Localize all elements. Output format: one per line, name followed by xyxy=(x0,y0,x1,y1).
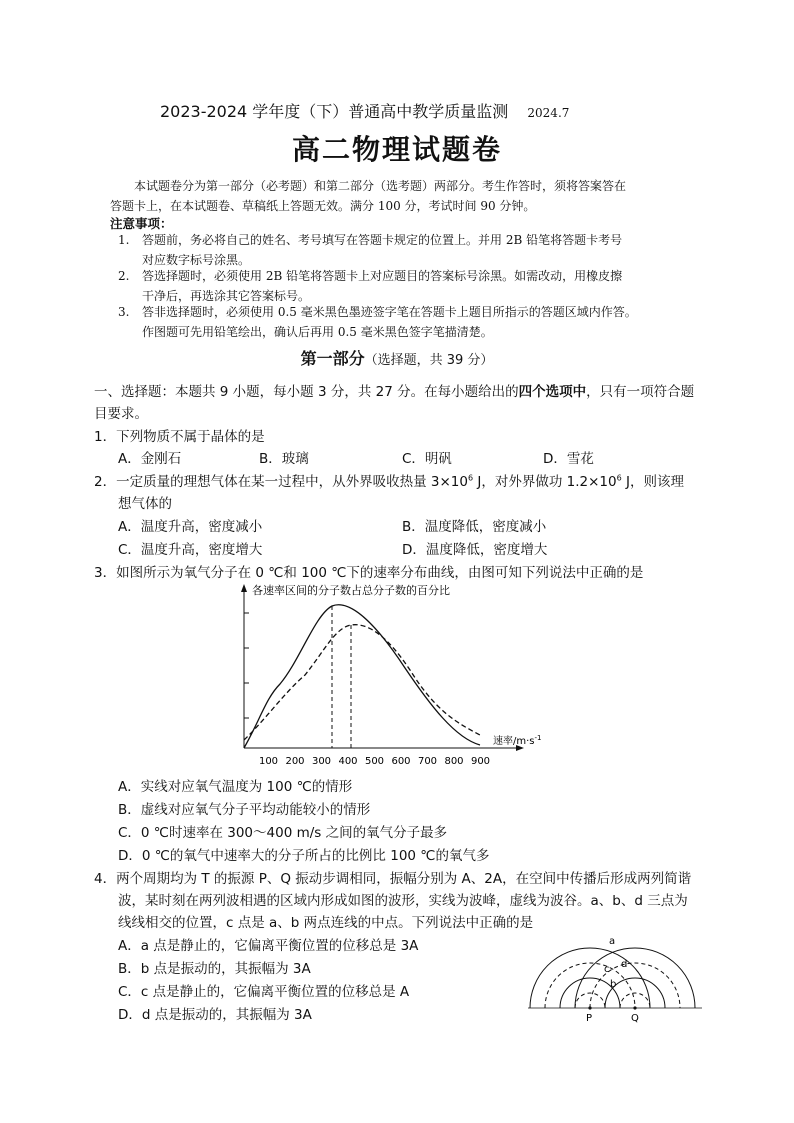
part1-subtitle: （选择题，共 39 分） xyxy=(364,353,494,368)
label-b: b xyxy=(610,979,617,990)
q4-option-a: A．a 点是静止的，它偏离平衡位置的位移总是 3A xyxy=(118,938,419,954)
y-axis-arrow xyxy=(241,584,247,592)
section1-instructions: 一、选择题：本题共 9 小题，每小题 3 分，共 27 分。在每小题给出的四个选项中，只有一项符合题 xyxy=(94,384,695,400)
q3-option-a: A．实线对应氧气温度为 100 ℃的情形 xyxy=(118,779,353,795)
note-item: 2. 答选择题时，必须使用 2B 铅笔将答题卡上对应题目的答案标号涂黑。如需改动，用橡皮擦 干净后，再选涂其它答案标号。 xyxy=(118,269,623,303)
label-d: d xyxy=(621,959,628,970)
q2-option-a: A．温度升高，密度减小 xyxy=(118,519,263,535)
section1-instructions-2: 目要求。 xyxy=(94,406,148,422)
q2-stem: 2．一定质量的理想气体在某一过程中，从外界吸收热量 $3\times 10^6$ J，对外界做功 $1.2\times 10^6$ J，则该理 xyxy=(94,473,684,490)
intro-line-2: 答题卡上，在本试题卷、草稿纸上答题无效。满分 100 分，考试时间 90 分钟。 xyxy=(110,199,536,213)
q2-stem-2: 想气体的 xyxy=(118,496,172,512)
q1-option-b: B．玻璃 xyxy=(259,451,309,467)
x-tick-label: 300 xyxy=(311,756,332,767)
source-p xyxy=(588,1006,591,1009)
q2-option-b: B．温度降低，密度减小 xyxy=(402,519,547,535)
q4-stem-1: 4．两个周期均为 T 的振源 P、Q 振动步调相同，振幅分别为 A、2A，在空间中传播后形成两列简谐 xyxy=(94,871,692,887)
paper-title: 高二物理试题卷 xyxy=(291,133,502,166)
chart-ylabel: 各速率区间的分子数占总分子数的百分比 xyxy=(252,584,450,597)
q2-option-c: C．温度升高，密度增大 xyxy=(118,542,263,558)
x-tick-label: 200 xyxy=(285,756,305,767)
x-tick-label: 600 xyxy=(391,756,411,767)
solid-curve xyxy=(244,605,480,748)
x-tick-label: 700 xyxy=(417,756,438,767)
q4-stem-2: 波，某时刻在两列波相遇的区域内形成如图的波形，实线为波峰，虚线为波谷。a、b、d 三点为 xyxy=(118,893,688,909)
exam-header xyxy=(160,99,569,122)
x-tick-label: 900 xyxy=(470,756,491,767)
exam-title: 2023-2024 学年度（下）普通高中教学质量监测 xyxy=(160,102,509,121)
label-c: c xyxy=(604,964,610,975)
source-q xyxy=(633,1006,636,1009)
x-tick-label: 800 xyxy=(444,756,464,767)
q3-option-c: C．0 ℃时速率在 300～400 m/s 之间的氧气分子最多 xyxy=(118,825,448,841)
x-tick-label: 100 xyxy=(258,756,279,767)
label-p: P xyxy=(586,1013,593,1024)
note-item: 3. 答非选择题时，必须使用 0.5 毫米黑色墨迹签字笔在答题卡上题目所指示的答题区域内作答。 作图题可先用铅笔绘出，确认后再用 0.5 毫米黑色签字笔描清楚。 xyxy=(118,305,637,339)
q4-option-b: B．b 点是振动的，其振幅为 3A xyxy=(118,961,311,977)
q1-option-c: C．明矾 xyxy=(402,451,452,467)
part1-title: 第一部分 xyxy=(300,349,365,368)
x-tick-labels xyxy=(259,756,490,767)
label-q: Q xyxy=(631,1013,639,1024)
q3-stem: 3．如图所示为氧气分子在 0 ℃和 100 ℃下的速率分布曲线，由图可知下列说法中正确的是 xyxy=(94,565,644,581)
intro-line-1: 本试题卷分为第一部分（必考题）和第二部分（选考题）两部分。考生作答时，须将答案答在 xyxy=(134,179,627,193)
chart-xlabel: 速率$/m\cdot s^{-1}$ xyxy=(493,734,542,747)
q1-option-d: D．雪花 xyxy=(543,451,594,467)
label-a: a xyxy=(609,936,616,947)
note-item: 1. 答题前，务必将自己的姓名、考号填写在答题卡规定的位置上。并用 2B 铅笔将答题卡考号 对应数字标号涂黑。 xyxy=(118,233,623,267)
q4-stem-3: 线线相交的位置，c 点是 a、b 两点连线的中点。下列说法中正确的是 xyxy=(118,915,534,931)
dashed-curve xyxy=(244,625,480,740)
q3-option-b: B．虚线对应氧气分子平均动能较小的情形 xyxy=(118,802,371,818)
q1-option-a: A．金刚石 xyxy=(118,451,182,467)
exam-date: 2024.7 xyxy=(527,106,570,120)
q4-option-c: C．c 点是静止的，它偏离平衡位置的位移总是 A xyxy=(118,984,410,1000)
q-trough-arc xyxy=(620,993,650,1008)
q4-option-d: D．d 点是振动的，其振幅为 3A xyxy=(118,1007,312,1023)
x-tick-label: 500 xyxy=(364,756,385,767)
q1-stem: 1．下列物质不属于晶体的是 xyxy=(94,429,265,445)
q3-option-d: D．0 ℃的氧气中速率大的分子所占的比例比 100 ℃的氧气多 xyxy=(118,848,490,864)
speed-distribution-chart xyxy=(230,580,542,770)
q2-option-d: D．温度降低，密度增大 xyxy=(402,542,548,558)
x-tick-label: 400 xyxy=(338,756,358,767)
part1-heading xyxy=(0,346,794,369)
notes-title: 注意事项： xyxy=(110,216,173,231)
wave-interference-figure xyxy=(520,932,710,1024)
